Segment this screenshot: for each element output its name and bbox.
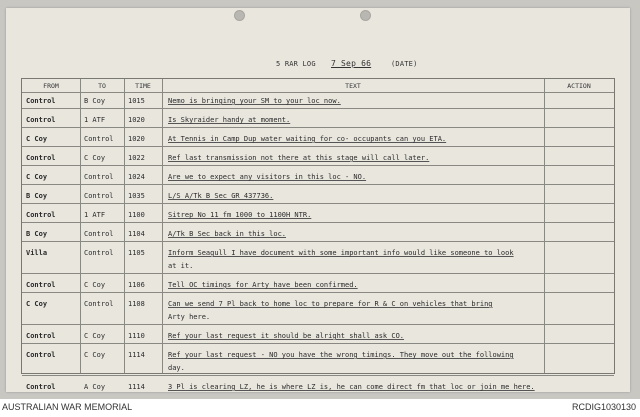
entry-from: Control: [26, 383, 56, 391]
archive-reference: RCDIG1030130: [571, 402, 636, 412]
punch-hole: [234, 10, 245, 21]
entry-time: 1114: [128, 351, 145, 359]
entry-to: C Coy: [84, 154, 106, 162]
entry-from: C Coy: [26, 300, 48, 308]
row-divider: [22, 343, 614, 344]
entry-to: C Coy: [84, 351, 106, 359]
entry-text: Can we send 7 Pl back to home loc to prepare for R & C on vehicles that bring: [168, 300, 493, 308]
row-divider: [22, 203, 614, 204]
entry-text: Tell OC timings for Arty have been confirmed.: [168, 281, 358, 289]
log-sheet: [6, 8, 630, 392]
entry-from: Villa: [26, 249, 48, 257]
entry-text: Ref last transmission not there at this stage will call later.: [168, 154, 430, 162]
entry-to: Control: [84, 192, 114, 200]
column-divider: [124, 79, 125, 373]
entry-time: 1022: [128, 154, 145, 162]
entry-time: 1104: [128, 230, 145, 238]
entry-text: Is Skyraider handy at moment.: [168, 116, 291, 124]
entry-text: At Tennis in Camp Dup water waiting for co- occupants can you ETA.: [168, 135, 447, 143]
entry-to: C Coy: [84, 332, 106, 340]
entry-to: Control: [84, 230, 114, 238]
entry-from: Control: [26, 116, 56, 124]
row-divider: [22, 184, 614, 185]
entry-time: 1020: [128, 116, 145, 124]
entry-to: A Coy: [84, 383, 106, 391]
entry-from: Control: [26, 154, 56, 162]
column-header-from: FROM: [43, 82, 59, 90]
punch-hole: [360, 10, 371, 21]
entry-text: Ref your last request - NO you have the wrong timings. They move out the following: [168, 351, 514, 359]
entry-time: 1015: [128, 97, 145, 105]
header-divider: [22, 92, 614, 93]
row-divider: [22, 241, 614, 242]
entry-to: Control: [84, 300, 114, 308]
entry-text-continued: Arty here.: [168, 313, 211, 321]
archive-name: AUSTRALIAN WAR MEMORIAL: [2, 402, 133, 412]
entry-from: B Coy: [26, 192, 48, 200]
row-divider: [22, 222, 614, 223]
archive-footer: [0, 399, 640, 417]
entry-from: Control: [26, 332, 56, 340]
entry-time: 1020: [128, 135, 145, 143]
entry-to: 1 ATF: [84, 211, 106, 219]
row-divider: [22, 375, 614, 376]
row-divider: [22, 127, 614, 128]
row-divider: [22, 273, 614, 274]
column-header-time: TIME: [135, 82, 151, 90]
entry-text: Inform Seagull I have document with some important info would like someone to look: [168, 249, 514, 257]
entry-to: Control: [84, 249, 114, 257]
log-date-label: (DATE): [391, 60, 418, 68]
column-header-text: TEXT: [345, 82, 361, 90]
entry-from: C Coy: [26, 135, 48, 143]
entry-time: 1106: [128, 281, 145, 289]
entry-from: Control: [26, 97, 56, 105]
entry-text: Are we to expect any visitors in this loc - NO.: [168, 173, 367, 181]
column-divider: [80, 79, 81, 373]
entry-text: L/S A/Tk B Sec GR 437736.: [168, 192, 274, 200]
entry-to: Control: [84, 135, 114, 143]
entry-to: 1 ATF: [84, 116, 106, 124]
entry-time: 1035: [128, 192, 145, 200]
entry-time: 1108: [128, 300, 145, 308]
entry-text: A/Tk B Sec back in this loc.: [168, 230, 287, 238]
entry-time: 1024: [128, 173, 145, 181]
column-divider: [162, 79, 163, 373]
entry-time: 1114: [128, 383, 145, 391]
entry-to: C Coy: [84, 281, 106, 289]
entry-from: C Coy: [26, 173, 48, 181]
log-title: 5 RAR LOG: [276, 60, 316, 68]
column-header-action: ACTION: [567, 82, 591, 90]
entry-time: 1100: [128, 211, 145, 219]
entry-to: Control: [84, 173, 114, 181]
row-divider: [22, 108, 614, 109]
entry-time: 1105: [128, 249, 145, 257]
entry-time: 1110: [128, 332, 145, 340]
entry-text-continued: day.: [168, 364, 185, 372]
entry-text-continued: at it.: [168, 262, 194, 270]
row-divider: [22, 165, 614, 166]
log-table: [21, 78, 615, 391]
entry-text: Ref your last request it should be alright shall ask CO.: [168, 332, 405, 340]
entry-text: 3 Pl is clearing LZ, he is where LZ is, he can come direct fm that loc or join me here.: [168, 383, 535, 391]
entry-from: Control: [26, 211, 56, 219]
row-divider: [22, 324, 614, 325]
row-divider: [22, 146, 614, 147]
entry-text: Sitrep No 11 fm 1000 to 1100H NTR.: [168, 211, 312, 219]
column-header-to: TO: [98, 82, 106, 90]
entry-from: B Coy: [26, 230, 48, 238]
row-divider: [22, 292, 614, 293]
entry-to: B Coy: [84, 97, 106, 105]
entry-from: Control: [26, 281, 56, 289]
entry-text: Nemo is bringing your SM to your loc now.: [168, 97, 341, 105]
column-divider: [544, 79, 545, 373]
entry-from: Control: [26, 351, 56, 359]
log-date: 7 Sep 66: [331, 59, 372, 68]
